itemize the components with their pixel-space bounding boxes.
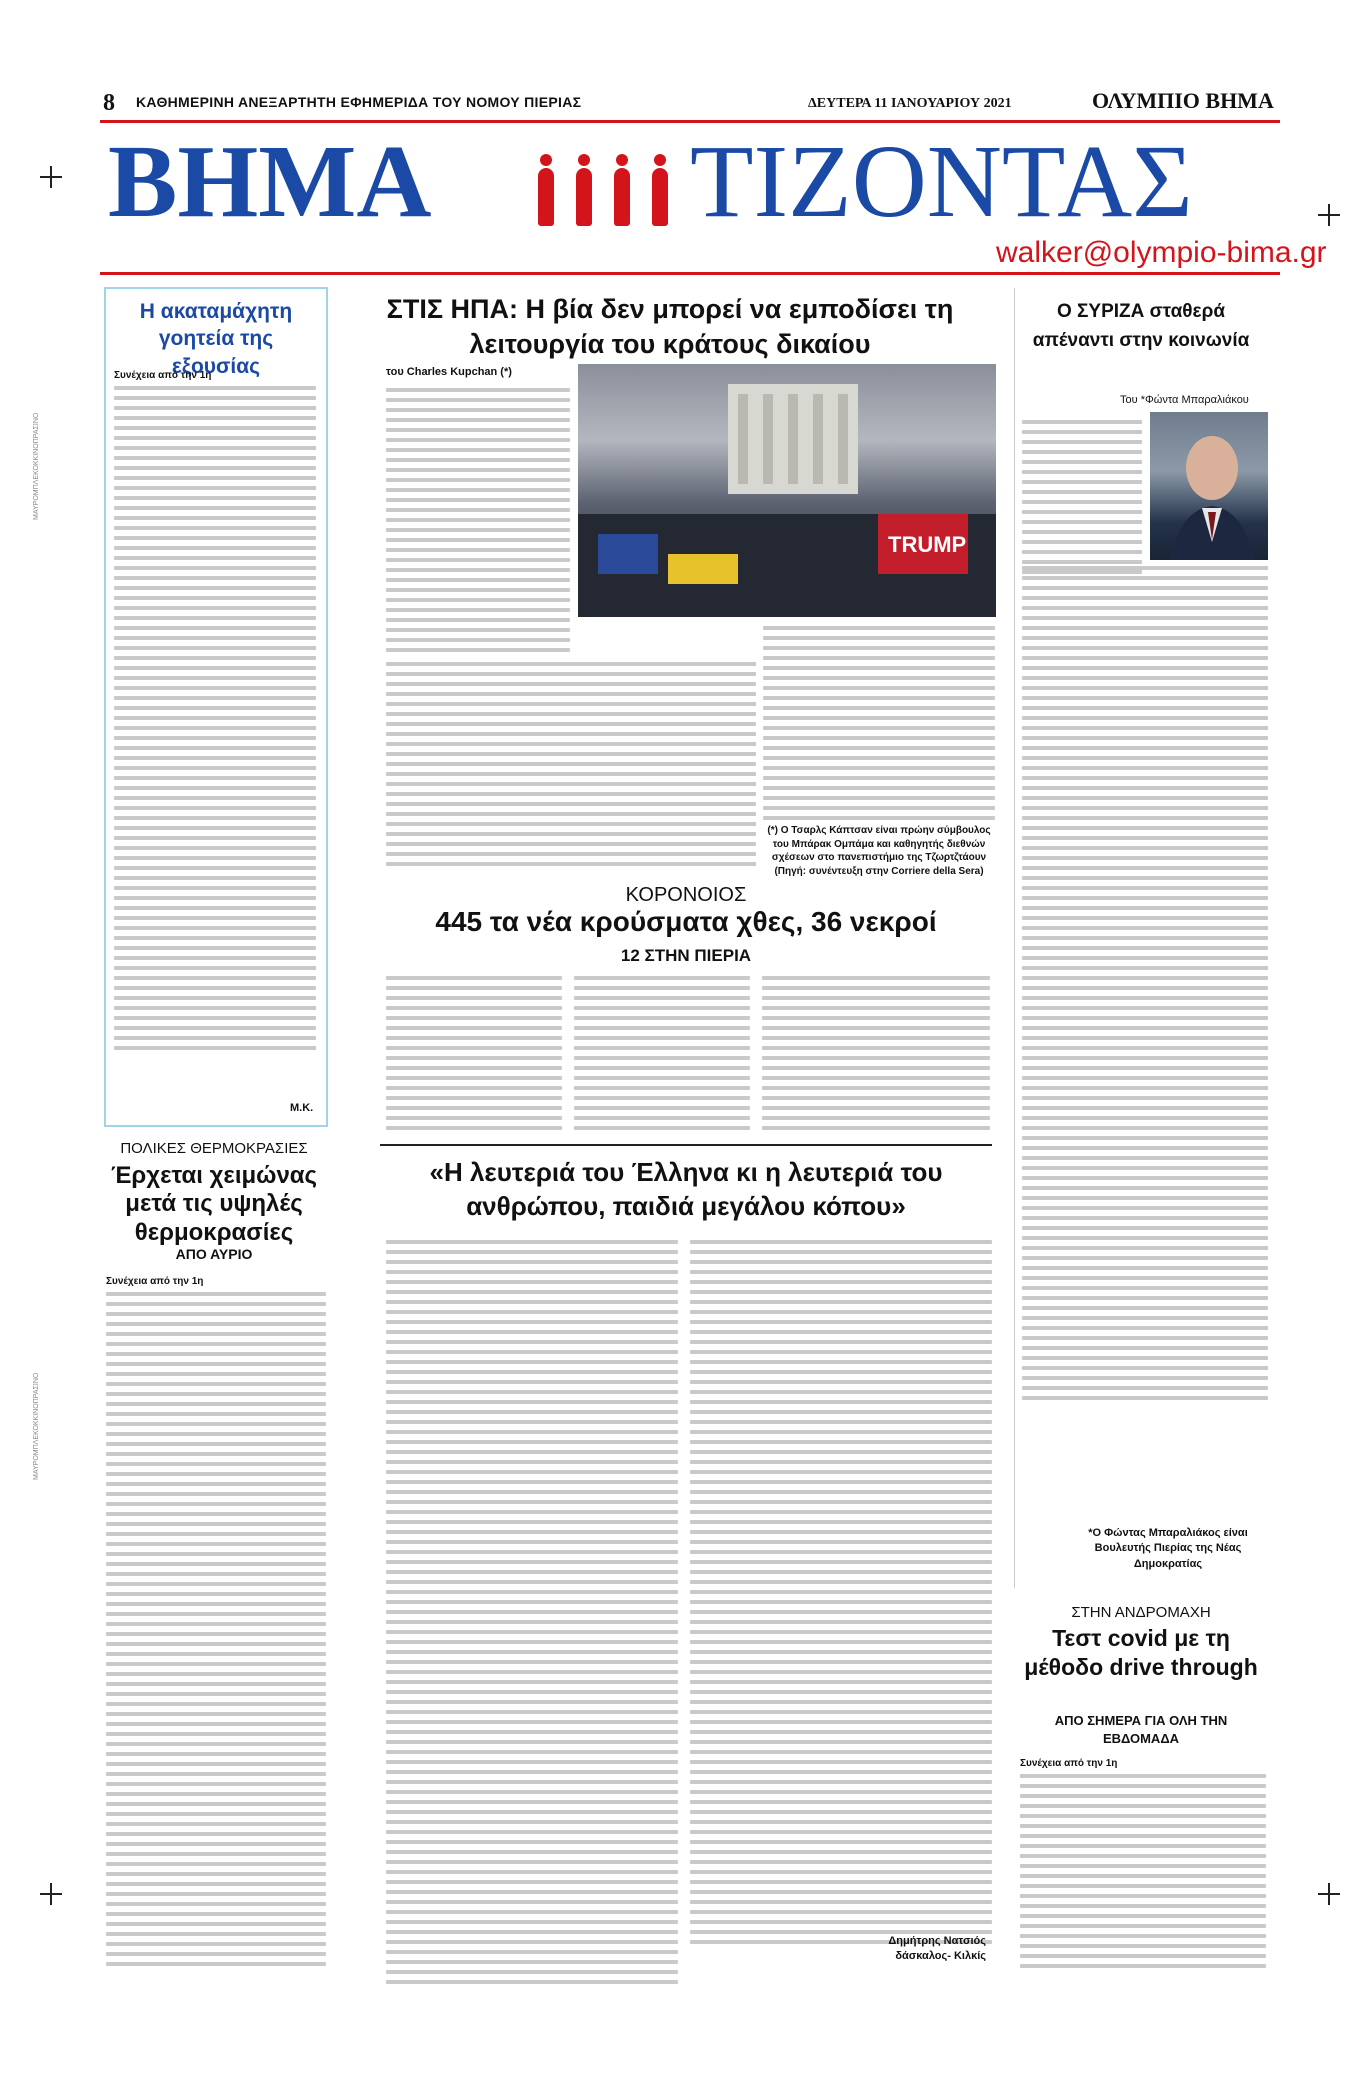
usa-body-col1	[386, 388, 570, 658]
freedom-body-col1	[386, 1240, 678, 1990]
freedom-title: «Η λευτεριά του Έλληνα κι η λευτεριά του ανθρώπου, παιδιά μεγάλου κόπου»	[429, 1157, 943, 1221]
baraliakos-photo	[1150, 412, 1268, 560]
covid-body-col3	[762, 976, 990, 1136]
syriza-title: Ο ΣΥΡΙΖΑ σταθερά απέναντι στην κοινωνία	[1032, 301, 1250, 351]
page-number: 8	[103, 90, 115, 116]
drive-kicker: ΣΤΗΝ ΑΝΔΡΟΜΑΧΗ	[1071, 1604, 1211, 1621]
drive-continued: Συνέχεια από την 1η	[1020, 1758, 1118, 1769]
freedom-rule	[380, 1144, 992, 1146]
weather-kicker: ΠΟΛΙΚΕΣ ΘΕΡΜΟΚΡΑΣΙΕΣ	[120, 1140, 308, 1157]
usa-body-col3	[763, 626, 995, 826]
weather-body	[106, 1292, 326, 1972]
freedom-signature: Δημήτρης Νατσιός δάσκαλος- Κιλκίς	[888, 1935, 986, 1963]
header-rule	[100, 120, 1280, 123]
side-label: ΜΑΥΡΟΜΠΛΕΚΟΚΚΙΝΟΠΡΑΣΙΝΟ	[33, 412, 40, 520]
covid-kicker: ΚΟΡΟΝΟΙΟΣ	[625, 884, 747, 906]
usa-title: ΣΤΙΣ ΗΠΑ: Η βία δεν μπορεί να εμποδίσει τη λειτουργία του κράτους δικαίου	[386, 294, 954, 360]
syriza-body	[1022, 566, 1268, 1406]
weather-continued: Συνέχεια από την 1η	[106, 1276, 204, 1287]
usa-body-full	[386, 662, 756, 872]
usa-byline: του Charles Kupchan (*)	[386, 366, 512, 378]
crop-mark	[1318, 204, 1340, 226]
drive-title: Τεστ covid με τη μέθοδο drive through	[1024, 1625, 1258, 1681]
header-date: ΔΕΥΤΕΡΑ 11 ΙΑΝΟΥΑΡΙΟΥ 2021	[808, 96, 1012, 111]
header-tagline: ΚΑΘΗΜΕΡΙΝΗ ΑΝΕΞΑΡΤΗΤΗ ΕΦΗΜΕΡΙΔΑ ΤΟΥ ΝΟΜΟΥ ΠΙΕΡΙΑΣ	[136, 94, 582, 110]
capitol-photo	[578, 364, 996, 617]
walkers-logo	[530, 150, 680, 230]
syriza-byline: Του *Φώντα Μπαραλιάκου	[1120, 394, 1249, 406]
side-label-lower: ΜΑΥΡΟΜΠΛΕΚΟΚΚΙΝΟΠΡΑΣΙΝΟ	[33, 1372, 40, 1480]
masthead-left: ΒΗΜΑ	[108, 124, 432, 239]
left-article-title: Η ακαταμάχητη γοητεία της εξουσίας	[139, 300, 293, 378]
freedom-body-col2	[690, 1240, 992, 1950]
left-signature: Μ.Κ.	[290, 1102, 314, 1114]
left-continued: Συνέχεια από την 1η	[114, 370, 212, 381]
crop-mark	[1318, 1883, 1340, 1905]
usa-credit: (*) Ο Τσαρλς Κάπτσαν είναι πρώην σύμβουλος του Μπάρακ Ομπάμα και καθηγητής διεθνών σχέσεων στο πανεπιστήμιο της Τζωρτζτάουν (Πηγή: συνέντευξη στην Corriere della Sera)	[767, 825, 991, 877]
masthead-rule	[100, 272, 1280, 275]
covid-sub: 12 ΣΤΗΝ ΠΙΕΡΙΑ	[620, 946, 752, 965]
covid-title: 445 τα νέα κρούσματα χθες, 36 νεκροί	[435, 906, 937, 937]
drive-body	[1020, 1774, 1266, 1974]
weather-sub: ΑΠΟ ΑΥΡΙΟ	[175, 1246, 253, 1262]
crop-mark	[40, 1883, 62, 1905]
covid-body-col1	[386, 976, 562, 1136]
photo-banner-text: TRUMP	[888, 532, 967, 557]
left-article-body	[114, 386, 316, 1056]
crop-mark	[40, 166, 62, 188]
masthead-right: ΤΙΖΟΝΤΑΣ	[690, 124, 1193, 239]
syriza-credit: *Ο Φώντας Μπαραλιάκος είναι Βουλευτής Πιερίας της Νέας Δημοκρατίας	[1088, 1527, 1248, 1570]
covid-body-col2	[574, 976, 750, 1136]
weather-title: Έρχεται χειμώνας μετά τις υψηλές θερμοκρασίες	[110, 1162, 318, 1246]
drive-sub: ΑΠΟ ΣΗΜΕΡΑ ΓΙΑ ΟΛΗ ΤΗΝ ΕΒΔΟΜΑΔΑ	[1054, 1713, 1228, 1747]
email-link[interactable]: walker@olympio-bima.gr	[996, 236, 1327, 269]
paper-name: ΟΛΥΜΠΙΟ ΒΗΜΑ	[1092, 88, 1274, 113]
syriza-body-narrow	[1022, 420, 1142, 580]
